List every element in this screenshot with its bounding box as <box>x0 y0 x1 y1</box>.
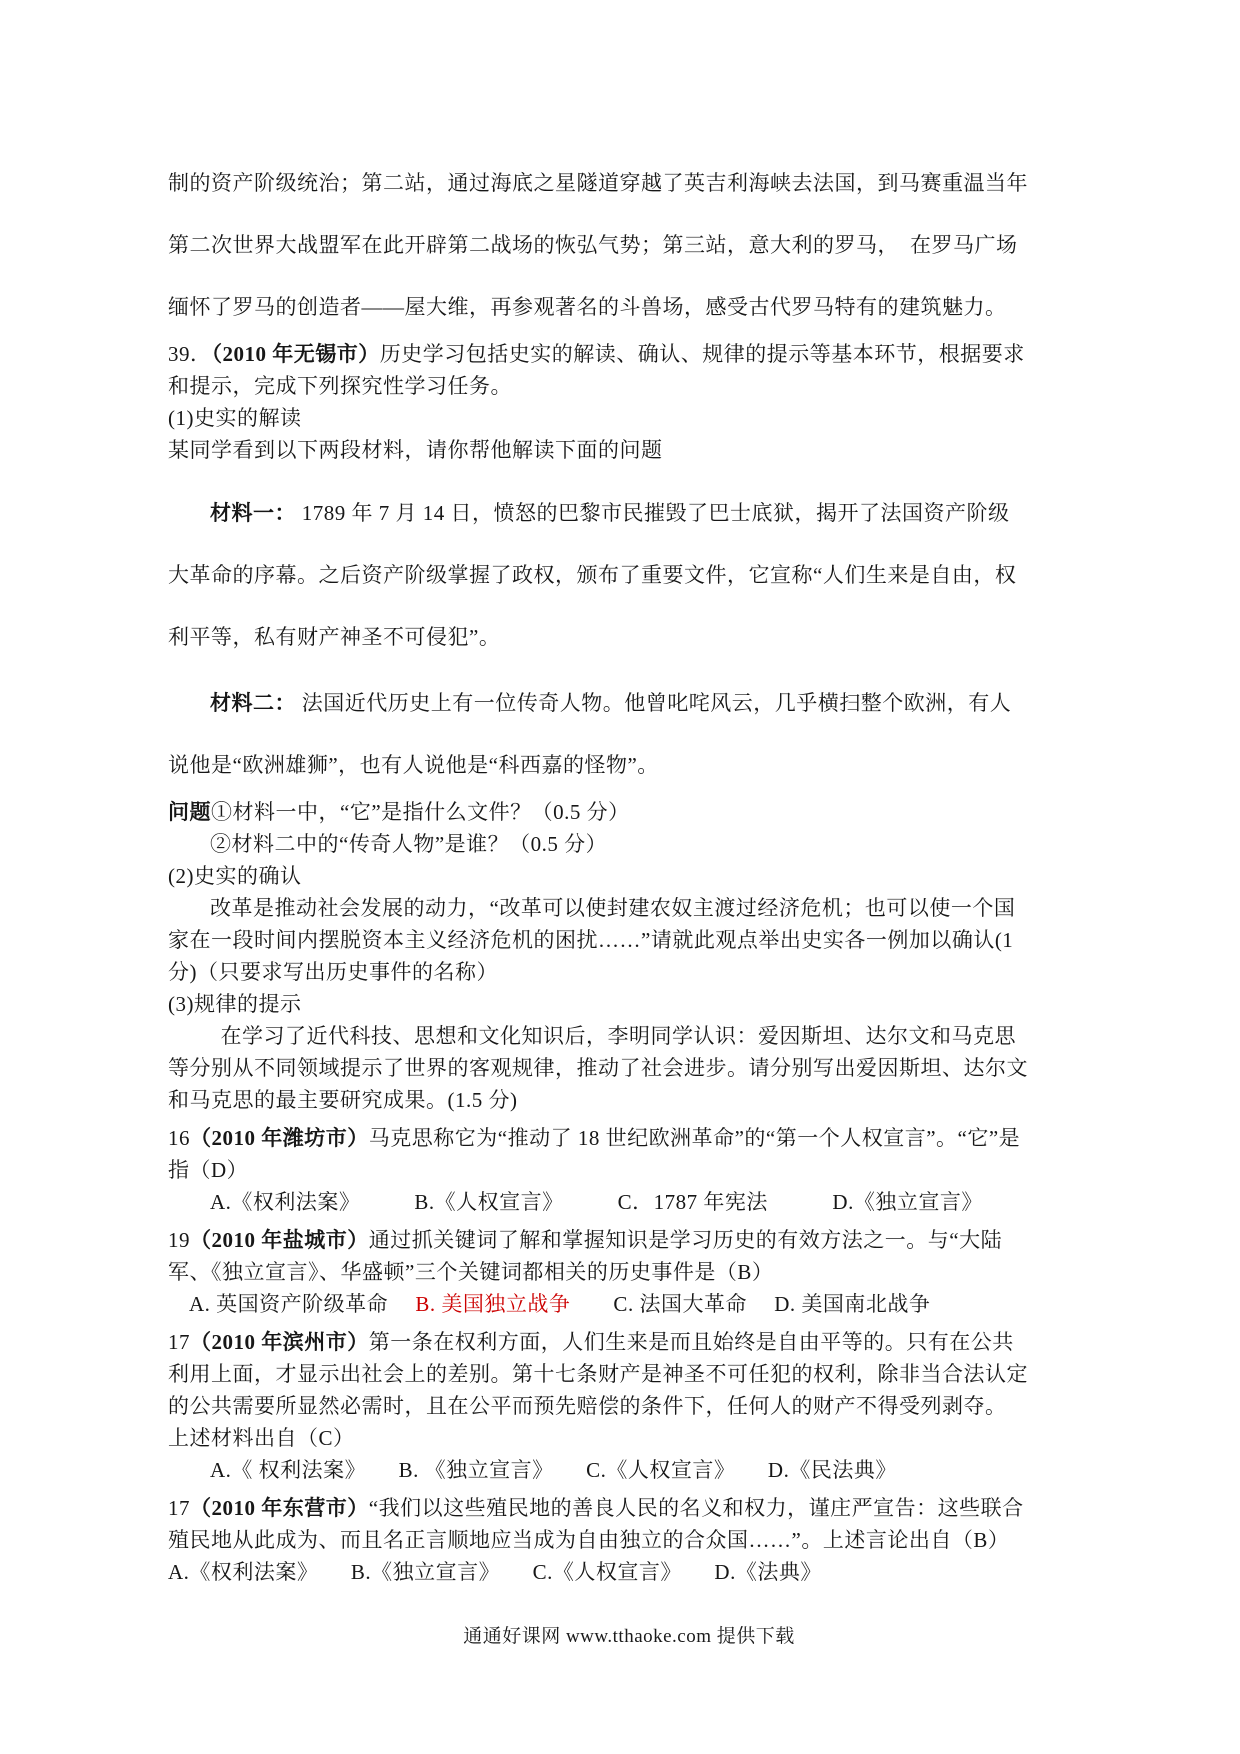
text-run: 16 <box>168 1126 190 1150</box>
text-run: 第二次世界大战盟军在此开辟第二战场的恢弘气势；第三站，意大利的罗马， 在罗马广场 <box>168 233 1018 257</box>
footer-credit: 通通好课网 www.tthaoke.com 提供下载 <box>463 1626 795 1647</box>
text-line <box>168 276 1090 338</box>
text-line <box>168 1154 1090 1186</box>
text-run: 的公共需要所显然必需时，且在公平而预先赔偿的条件下，任何人的财产不得受列剥夺。 <box>168 1394 1007 1418</box>
text-run: 39． <box>168 342 212 366</box>
text-line <box>168 1122 1090 1154</box>
text-run-bold: 材料二： <box>210 691 296 715</box>
text-line <box>168 214 1090 276</box>
text-line <box>168 672 1090 734</box>
text-run: 和提示，完成下列探究性学习任务。 <box>168 374 512 398</box>
text-run: 某同学看到以下两段材料，请你帮他解读下面的问题 <box>168 438 663 462</box>
text-run: 利用上面，才显示出社会上的差别。第十七条财产是神圣不可任犯的权利，除非当合法认定 <box>168 1362 1028 1386</box>
text-line <box>168 1256 1090 1288</box>
text-run: ②材料二中的“传奇人物”是谁？（0.5 分） <box>210 832 608 856</box>
text-run: 在学习了近代科技、思想和文化知识后，李明同学认识：爱因斯坦、达尔文和马克思 <box>220 1024 1016 1048</box>
text-line <box>168 1556 1090 1588</box>
text-run: 改革是推动社会发展的动力，“改革可以使封建农奴主渡过经济危机；也可以使一个国 <box>210 896 1016 920</box>
text-line <box>168 152 1090 214</box>
text-run: 说他是“欧洲雄狮”，也有人说他是“科西嘉的怪物”。 <box>168 753 659 777</box>
text-line <box>168 1052 1090 1084</box>
text-run: A.《 权利法案》 B. 《独立宣言》 C.《人权宣言》 D.《民法典》 <box>210 1458 897 1482</box>
text-line <box>168 1454 1090 1486</box>
text-run: 17 <box>168 1496 190 1520</box>
text-line <box>168 544 1090 606</box>
text-line <box>168 1186 1090 1218</box>
text-run: 和马克思的最主要研究成果。(1.5 分) <box>168 1088 518 1112</box>
text-run: 等分别从不同领域提示了世界的客观规律，推动了社会进步。请分别写出爱因斯坦、达尔文 <box>168 1056 1028 1080</box>
text-run: (1)史实的解读 <box>168 406 302 430</box>
text-run: 法国近代历史上有一位传奇人物。他曾叱咤风云，几乎横扫整个欧洲，有人 <box>296 691 1012 715</box>
text-line <box>168 1224 1090 1256</box>
text-run: 1789 年 7 月 14 日，愤怒的巴黎市民摧毁了巴士底狱，揭开了法国资产阶级 <box>296 501 1010 525</box>
text-run: 军、《独立宣言》、华盛顿”三个关键词都相关的历史事件是（B） <box>168 1260 774 1284</box>
text-run: 第一条在权利方面，人们生来是而且始终是自由平等的。只有在公共 <box>368 1330 1014 1354</box>
text-run-bold: （2010 年滨州市） <box>190 1330 369 1354</box>
text-line <box>168 924 1090 956</box>
text-run: ①材料一中，“它”是指什么文件？（0.5 分） <box>211 800 630 824</box>
text-line <box>168 402 1090 434</box>
text-line <box>168 1524 1090 1556</box>
text-run: 上述材料出自（C） <box>168 1426 355 1450</box>
text-line <box>168 606 1090 668</box>
text-run: 利平等，私有财产神圣不可侵犯”。 <box>168 625 501 649</box>
answer-highlight-red: B. 美国独立战争 <box>415 1292 571 1316</box>
text-run: A. 英国资产阶级革命 <box>189 1292 416 1316</box>
text-line <box>168 1422 1090 1454</box>
text-run: 家在一段时间内摆脱资本主义经济危机的困扰……”请就此观点举出史实各一例加以确认(1 <box>168 928 1014 952</box>
text-run: 制的资产阶级统治；第二站，通过海底之星隧道穿越了英吉利海峡去法国，到马赛重温当年 <box>168 171 1028 195</box>
text-line <box>168 892 1090 924</box>
text-run: 马克思称它为“推动了 18 世纪欧洲革命”的“第一个人权宣言”。“它”是 <box>368 1126 1021 1150</box>
text-line <box>168 370 1090 402</box>
text-line <box>168 434 1090 466</box>
text-line <box>168 1492 1090 1524</box>
text-run: (2)史实的确认 <box>168 864 302 888</box>
text-line <box>168 1326 1090 1358</box>
text-line <box>168 860 1090 892</box>
text-line <box>168 338 1090 370</box>
text-run: (3)规律的提示 <box>168 992 302 1016</box>
text-line <box>168 1358 1090 1390</box>
text-line <box>168 956 1090 988</box>
text-run: 指（D） <box>168 1158 249 1182</box>
text-line <box>168 1390 1090 1422</box>
text-run: 17 <box>168 1330 190 1354</box>
text-run: “我们以这些殖民地的善良人民的名义和权力，谨庄严宣告：这些联合 <box>368 1496 1024 1520</box>
text-run-bold: （2010 年盐城市） <box>190 1228 369 1252</box>
text-run: 大革命的序幕。之后资产阶级掌握了政权，颁布了重要文件，它宣称“人们生来是自由，权 <box>168 563 1017 587</box>
document-body <box>168 152 1090 1588</box>
text-line <box>168 828 1090 860</box>
text-run-bold: （2010 年无锡市） <box>211 342 380 366</box>
text-line <box>168 1288 1090 1320</box>
text-run-bold: 材料一： <box>210 501 296 525</box>
text-line <box>168 988 1090 1020</box>
text-line <box>168 482 1090 544</box>
text-line <box>168 796 1090 828</box>
text-run: 分)（只要求写出历史事件的名称） <box>168 960 498 984</box>
text-run: 19 <box>168 1228 190 1252</box>
text-run: C. 法国大革命 D. 美国南北战争 <box>570 1292 931 1316</box>
text-run: 缅怀了罗马的创造者——屋大维，再参观著名的斗兽场，感受古代罗马特有的建筑魅力。 <box>168 295 1007 319</box>
text-run: 通过抓关键词了解和掌握知识是学习历史的有效方法之一。与“大陆 <box>368 1228 1003 1252</box>
text-line <box>168 1084 1090 1116</box>
text-run: 殖民地从此成为、而且名正言顺地应当成为自由独立的合众国……”。上述言论出自（B） <box>168 1528 1010 1552</box>
text-run-bold: （2010 年东营市） <box>190 1496 369 1520</box>
text-run: A.《权利法案》 B.《人权宣言》 C．1787 年宪法 D.《独立宣言》 <box>210 1190 983 1214</box>
text-run-bold: 问题 <box>168 800 211 824</box>
text-run: 历史学习包括史实的解读、确认、规律的提示等基本环节，根据要求 <box>379 342 1025 366</box>
text-run-bold: （2010 年潍坊市） <box>190 1126 369 1150</box>
text-line <box>168 734 1090 796</box>
text-run: A.《权利法案》 B.《独立宣言》 C.《人权宣言》 D.《法典》 <box>168 1560 822 1584</box>
text-line <box>168 1020 1090 1052</box>
